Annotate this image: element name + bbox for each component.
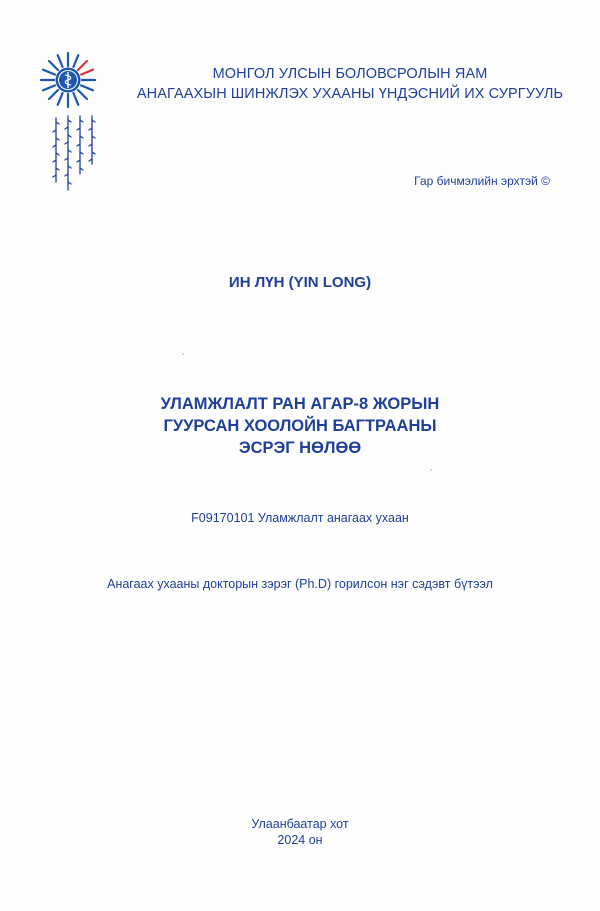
university-name: АНАГААХЫН ШИНЖЛЭХ УХААНЫ ҮНДЭСНИЙ ИХ СУРГУУЛЬ <box>136 86 564 102</box>
ministry-name: МОНГОЛ УЛСЫН БОЛОВСРОЛЫН ЯАМ <box>212 66 488 82</box>
university-logo <box>38 50 108 195</box>
copyright-notice: Гар бичмэлийн эрхтэй © <box>414 174 550 188</box>
institution-header <box>100 64 600 104</box>
thesis-title <box>0 393 600 459</box>
thesis-title-line: ЭСРЭГ НӨЛӨӨ <box>238 439 362 457</box>
university-seal-icon <box>38 50 108 195</box>
author-name: ИН ЛҮН (YIN LONG) <box>228 274 372 291</box>
place-and-year <box>0 816 600 848</box>
paper-speck <box>430 469 432 471</box>
city: Улаанбаатар хот <box>251 817 349 831</box>
year: 2024 он <box>277 833 323 847</box>
thesis-title-line: УЛАМЖЛАЛТ РАН АГАР-8 ЖОРЫН <box>160 395 440 413</box>
specialty-code: F09170101 Уламжлалт анагаах ухаан <box>191 511 409 525</box>
thesis-title-line: ГУУРСАН ХООЛОЙН БАГТРААНЫ <box>163 417 437 435</box>
paper-speck <box>182 353 184 355</box>
degree-description: Анагаах ухааны докторын зэрэг (Ph.D) горилсон нэг сэдэвт бүтээл <box>107 577 493 591</box>
